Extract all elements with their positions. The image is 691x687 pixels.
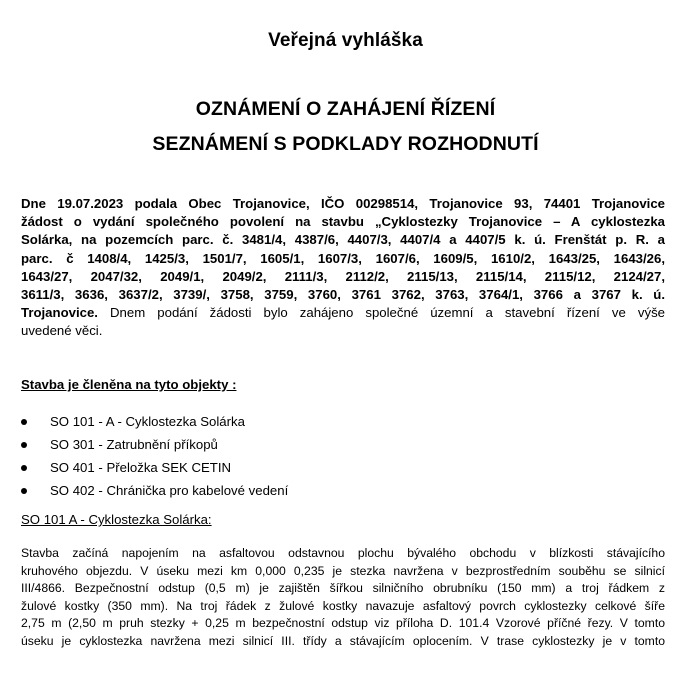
intro-line-bold-part: Trojanovice. [21, 305, 98, 321]
so101-line: III/4866. Bezpečnostní odstup (0,5 m) je zajištěn šířkou silničního obrubníku (150 mm) a troj řádkem z [21, 581, 665, 595]
intro-line: 3611/3, 3636, 3637/2, 3739/, 3758, 3759, 3760, 3761 3762, 3763, 3764/1, 3766 a 3767 k. ú. [21, 287, 665, 303]
intro-paragraph [21, 195, 665, 341]
so101-line: úseku je cyklostezka navržena mezi silnicí III. třídy a stávajícím oplocením. V trase cyklostezky je v tomto [21, 633, 665, 648]
list-item [21, 413, 288, 436]
so101-line: kruhového objezdu. V úseku mezi km 0,000 0,235 je stezka navržena v bezprostředním souběhu se silnicí [21, 563, 665, 578]
intro-line: parc. č 1408/4, 1425/3, 1501/7, 1605/1, 1607/3, 1607/6, 1609/5, 1610/2, 1643/25, 1643/26, [21, 250, 665, 266]
bullet-icon [21, 465, 27, 471]
list-item-label: SO 402 - Chránička pro kabelové vedení [50, 483, 289, 498]
list-item [21, 436, 288, 459]
main-title-line-1: OZNÁMENÍ O ZAHÁJENÍ ŘÍZENÍ [195, 98, 496, 120]
intro-line-normal-part: Dnem podání žádosti bylo zahájeno společné územní a stavební řízení ve výše [97, 305, 665, 321]
objects-list [21, 413, 288, 505]
intro-line: 1643/27, 2047/32, 2049/1, 2049/2, 2111/3, 2112/2, 2115/13, 2115/14, 2115/12, 2124/27, [21, 268, 665, 284]
intro-line: žádost o vydání společného povolení na stavbu „Cyklostezky Trojanovice – A cyklostezka [21, 214, 665, 230]
notice-type-title: Veřejná vyhláška [268, 30, 423, 51]
so101-line: 2,75 m (2,50 m pruh stezky + 0,25 m bezpečnostní odstup viz příloha D. 101.4 Vzorové příčné řezy. V tomto [21, 616, 665, 630]
list-item-label: SO 101 - A - Cyklostezka Solárka [50, 414, 245, 429]
so101-line: Stavba začíná napojením na asfaltovou odstavnou plochu bývalého obchodu v blízkosti stávajícího [21, 546, 665, 560]
list-item [21, 482, 288, 505]
so101-heading: SO 101 A - Cyklostezka Solárka: [21, 512, 212, 527]
intro-line: Dne 19.07.2023 podala Obec Trojanovice, IČO 00298514, Trojanovice 93, 74401 Trojanovice [21, 196, 665, 211]
list-item-label: SO 301 - Zatrubnění příkopů [50, 437, 218, 452]
so101-paragraph [21, 545, 665, 650]
intro-line: Solárka, na pozemcích parc. č. 3481/4, 4387/6, 4407/3, 4407/4 a 4407/5 k. ú. Frenštát p. R. a [21, 232, 665, 248]
intro-final-line: uvedené věci. [21, 323, 103, 339]
intro-line-mixed [21, 304, 665, 322]
bullet-icon [21, 419, 27, 425]
bullet-icon [21, 442, 27, 448]
objects-heading: Stavba je členěna na tyto objekty : [21, 377, 237, 392]
so101-line: žulové kostky (350 mm). Na troj řádek z žulové kostky navazuje asfaltový povrch cyklostezky celkové šíře [21, 598, 665, 613]
main-title-line-2: SEZNÁMENÍ S PODKLADY ROZHODNUTÍ [152, 133, 539, 155]
bullet-icon [21, 488, 27, 494]
list-item-label: SO 401 - Přeložka SEK CETIN [50, 460, 232, 475]
list-item [21, 459, 288, 482]
